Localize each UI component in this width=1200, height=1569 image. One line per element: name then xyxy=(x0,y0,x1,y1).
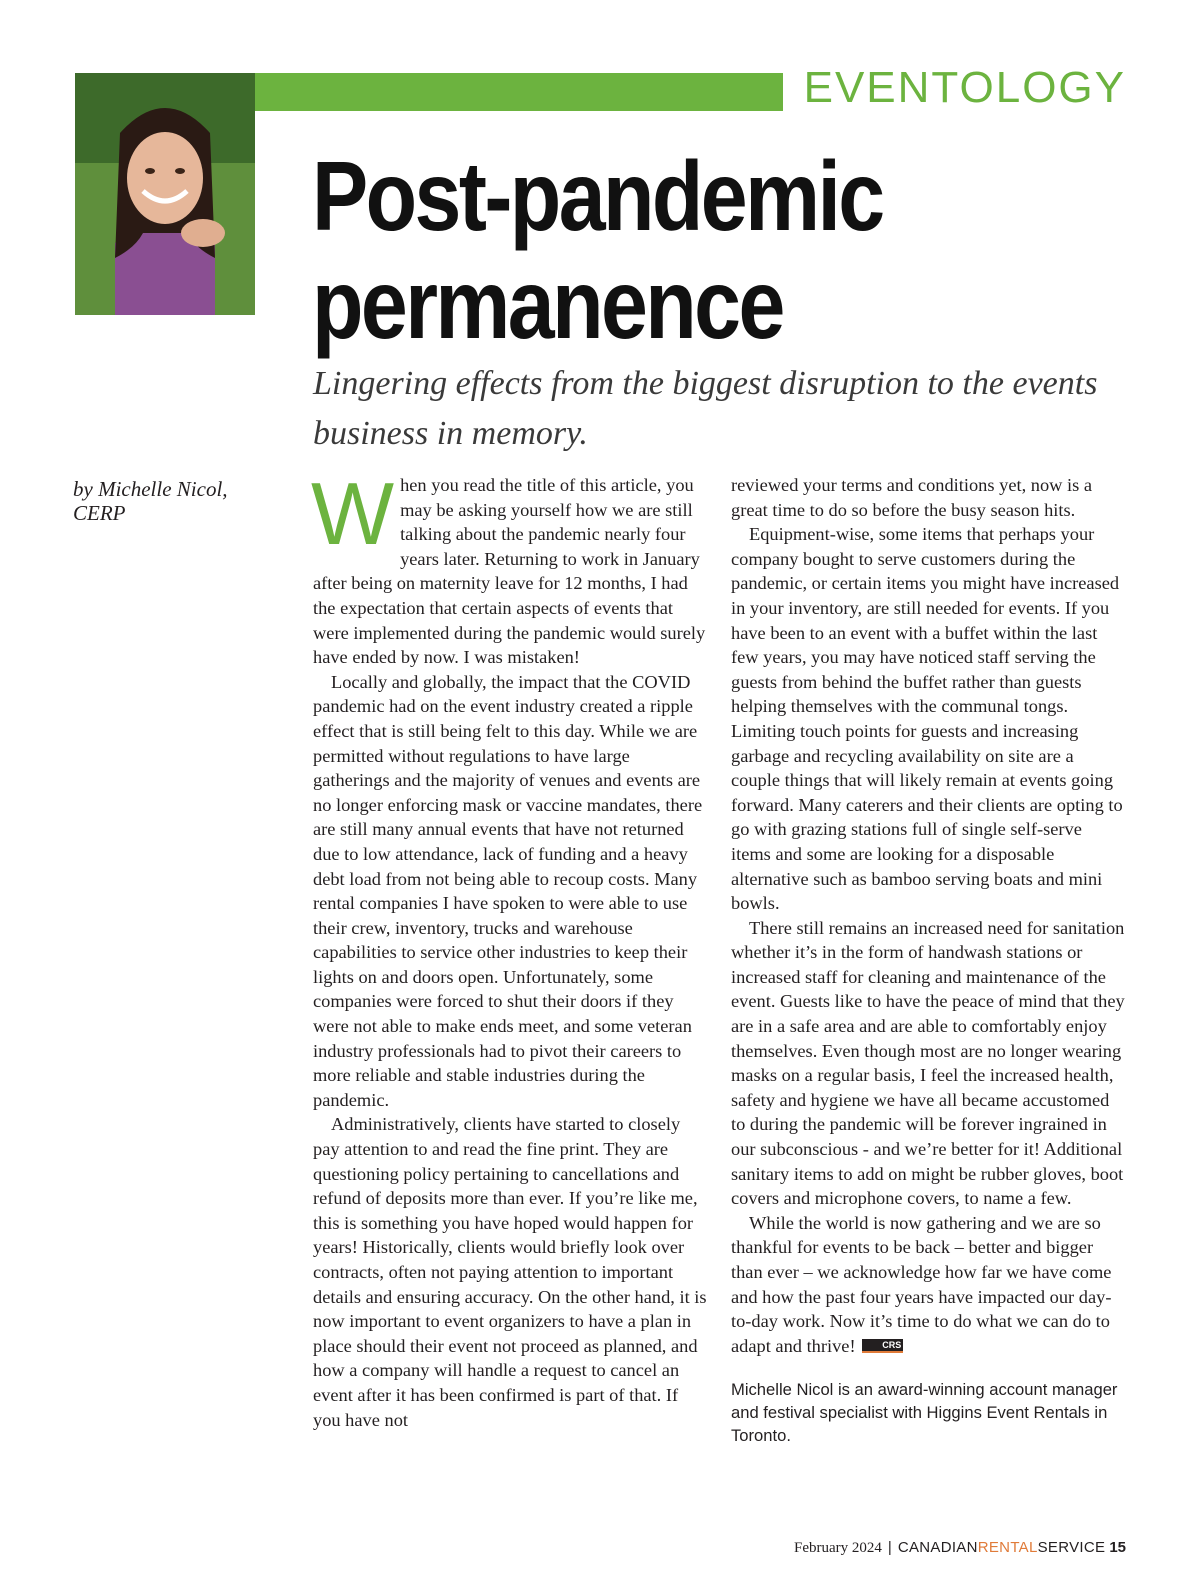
article-paragraph: Administratively, clients have started to closely pay attention to and read the fine print. They are questioning policy pertaining to cancellations and refund of deposits more than ever. If you’re like me, this is something you have hoped would happen for years! Historically, clients would briefly look over contracts, often not paying attention to important details and ensuring accuracy. On the other hand, it is now important to event organizers to have a plan in place should their event not proceed as planned, and how a company will handle a request to cancel an event after it has been confirmed is part of that. If you have not xyxy=(313,1114,707,1430)
author-bio: Michelle Nicol is an award-winning account manager and festival specialist with Higgins Event Rentals in Toronto. xyxy=(731,1380,1118,1446)
article-deck: Lingering effects from the biggest disruption to the events business in memory. xyxy=(313,365,1098,452)
article-paragraph: There still remains an increased need for sanitation whether it’s in the form of handwash stations or increased staff for cleaning and maintenance of the event. Guests like to have the peace of mind that they are in a safe area and are able to comfortably enjoy themselves. Even though most are no longer wearing masks on a regular basis, I feel the increased health, safety and hygiene we have all became accustomed to during the pandemic will be forever ingrained in our subconscious - and we’re better for it! Additional sanitary items to add on might be rubber gloves, boot covers and microphone covers, to name a few. xyxy=(731,917,1125,1209)
publication-name xyxy=(898,1539,1105,1556)
article-column-right xyxy=(731,473,1126,1447)
section-label: EVENTOLOGY xyxy=(803,63,1126,112)
drop-cap: W xyxy=(311,464,395,563)
author-portrait-icon xyxy=(75,73,255,315)
article-paragraph xyxy=(311,464,708,670)
end-mark-icon: CRS xyxy=(862,1339,903,1353)
brand-part-1: CANADIAN xyxy=(897,1539,978,1556)
article-paragraph: reviewed your terms and conditions yet, now is a great time to do so before the busy season hits. xyxy=(731,475,1093,520)
page-footer xyxy=(794,1539,1126,1557)
article-column-left xyxy=(311,464,708,1432)
article-paragraph xyxy=(731,1211,1126,1359)
footer-separator: | xyxy=(887,1539,892,1556)
article-paragraph: Equipment-wise, some items that perhaps your company bought to serve customers during the pandemic, or certain items you might have increased in your inventory, are still needed for events. If you have been to an event with a buffet within the last few years, you may have noticed staff serving the guests from behind the buffet rather than guests helping themselves with the communal tongs. Limiting touch points for guests and increasing garbage and recycling availability on site are a couple things that will likely remain at events going forward. Many caterers and their clients are opting to go with grazing stations full of single self-serve items and some are looking for a disposable alternative such as bamboo serving boats and mini bowls. xyxy=(731,524,1123,914)
issue-date: February 2024 xyxy=(794,1540,882,1556)
paragraph-text: hen you read the title of this article, you may be asking yourself how we are still talking about the pandemic nearly four years later. Returning to work in January after being on maternity leave for 12 months, I had the expectation that certain aspects of events that were implemented during the pandemic would surely have ended by now. I was mistaken! xyxy=(313,475,706,668)
paragraph-text: While the world is now gathering and we are so thankful for events to be back – better and bigger than ever – we acknowledge how far we have come and how the past four years have impacted our day-to-day work. Now it’s time to do what we can do to adapt and thrive! xyxy=(731,1212,1112,1356)
section-accent-bar xyxy=(255,73,783,111)
byline: by Michelle Nicol, CERP xyxy=(73,477,228,525)
brand-part-3: SERVICE xyxy=(1037,1539,1106,1556)
page-number: 15 xyxy=(1109,1539,1126,1556)
article-paragraph: Locally and globally, the impact that the COVID pandemic had on the event industry created a ripple effect that is still being felt to this day. While we are permitted without regulations to have large gatherings and the majority of venues and events are no longer enforcing mask or vaccine mandates, there are still many annual events that have not returned due to low attendance, lack of funding and a heavy debt load from not being able to recoup costs. Many rental companies I have spoken to were able to use their crew, inventory, trucks and warehouse capabilities to service other industries to keep their lights on and doors open. Unfortunately, some companies were forced to shut their doors if they were not able to make ends meet, and some veteran industry professionals had to pivot their careers to more reliable and stable industries during the pandemic. xyxy=(313,671,703,1110)
author-photo xyxy=(75,73,255,315)
article-title: Post-pandemic permanence xyxy=(312,141,883,359)
brand-part-2: RENTAL xyxy=(977,1539,1038,1556)
